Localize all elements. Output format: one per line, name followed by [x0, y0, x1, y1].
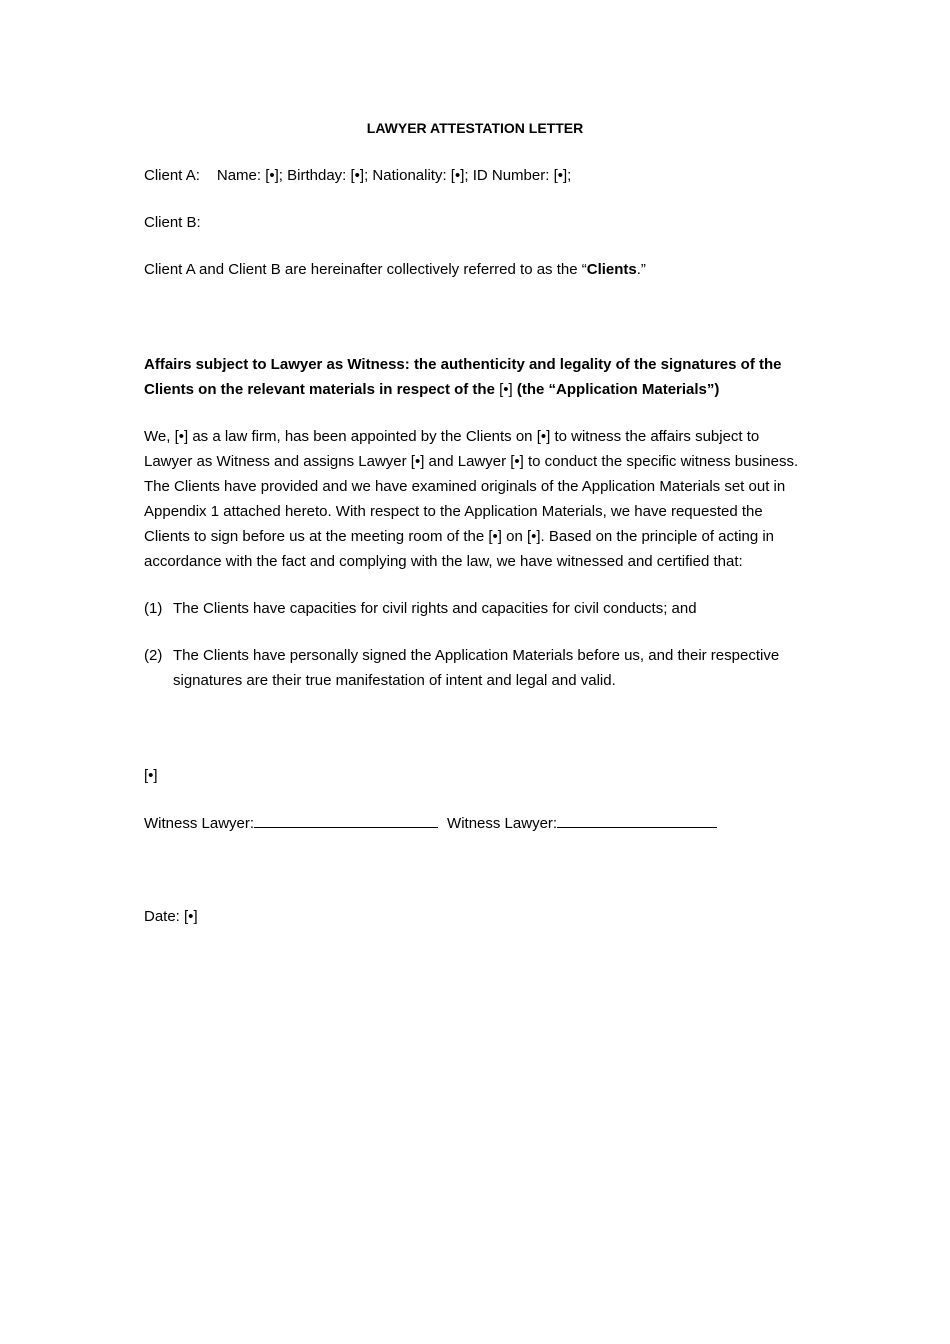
- list-item-number: (1): [144, 600, 163, 617]
- witness-lawyer-label-1: Witness Lawyer:: [144, 815, 255, 832]
- affairs-heading-part2: (the “Application Materials”): [512, 381, 720, 398]
- list-item-text: The Clients have capacities for civil rights and capacities for civil conducts; and: [173, 600, 697, 617]
- list-item-number: (2): [144, 647, 163, 664]
- client-b-line: [144, 210, 201, 235]
- date-line: Date: [•]: [144, 908, 198, 925]
- client-b-label: Client B:: [144, 214, 201, 231]
- list-item: [144, 596, 810, 621]
- client-a-details: Name: [•]; Birthday: [•]; Nationality: [•]; ID Number: [•];: [216, 167, 572, 184]
- document-title: LAWYER ATTESTATION LETTER: [366, 120, 584, 136]
- clients-definition: [144, 257, 646, 282]
- clients-defined-term: Clients: [586, 261, 637, 278]
- client-a-label: Client A:: [144, 167, 200, 184]
- signature-blank-1: [254, 810, 438, 828]
- clients-definition-end: .”: [636, 261, 646, 278]
- witness-signature-line: [144, 810, 717, 836]
- body-paragraph: We, [•] as a law firm, has been appointed by the Clients on [•] to witness the affairs subject to Lawyer as Witness and assigns Lawyer [•] and Lawyer [•] to conduct the specific witness business. The Clients have provided and we have examined originals of the Application Materials set out in Appendix 1 attached hereto. With respect to the Application Materials, we have requested the Clients to sign before us at the meeting room of the [•] on [•]. Based on the principle of acting in accordance with the fact and complying with the law, we have witnessed and certified that:: [144, 428, 799, 570]
- affairs-placeholder: [•]: [499, 381, 513, 398]
- signature-blank-2: [557, 810, 717, 828]
- list-item-text: The Clients have personally signed the Application Materials before us, and their respective signatures are their true manifestation of intent and legal and valid.: [173, 647, 780, 689]
- affairs-heading: [144, 352, 810, 402]
- witness-lawyer-label-2: Witness Lawyer:: [447, 815, 558, 832]
- clients-definition-text: Client A and Client B are hereinafter collectively referred to as the “: [144, 261, 587, 278]
- client-a-line: [144, 163, 571, 188]
- firm-placeholder: [•]: [144, 767, 158, 784]
- list-item: [144, 643, 810, 693]
- affairs-heading-part1: Affairs subject to Lawyer as Witness: the authenticity and legality of the signatures of the Clients on the relevant materials in respect of the: [144, 356, 782, 398]
